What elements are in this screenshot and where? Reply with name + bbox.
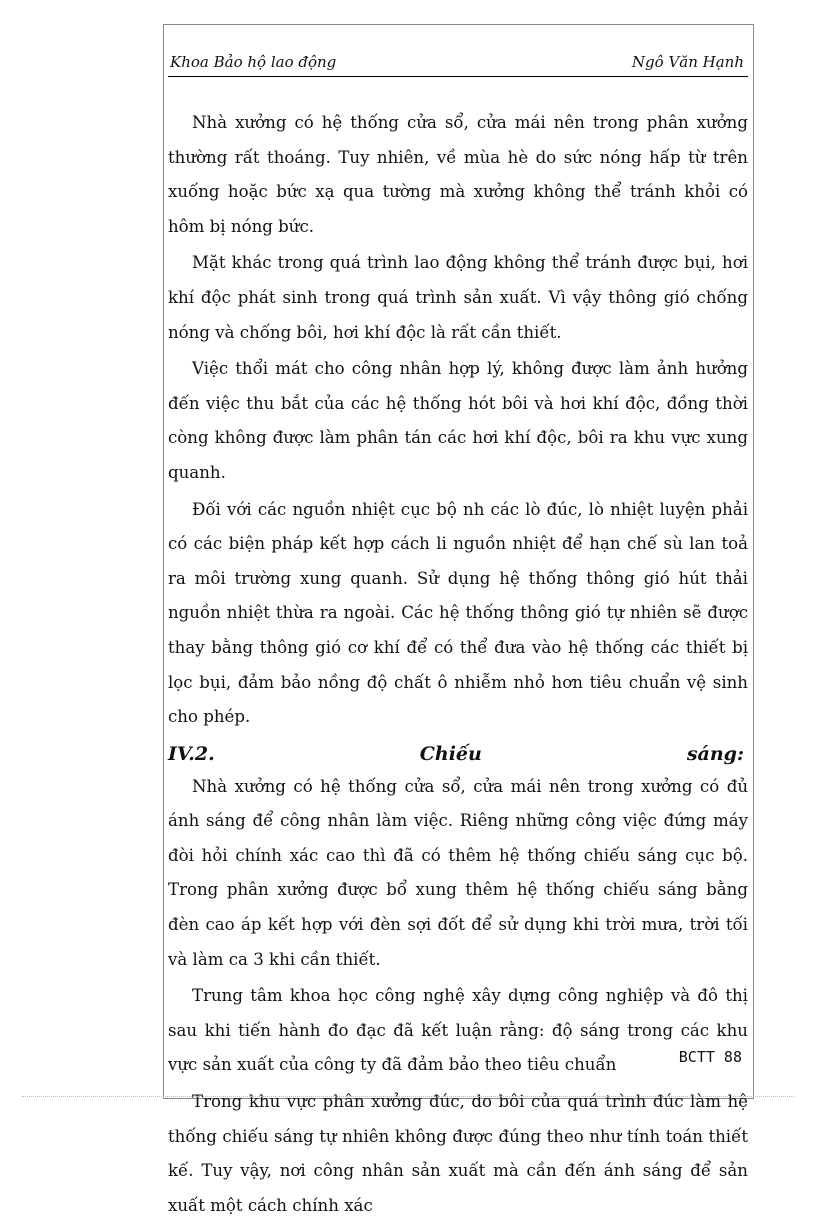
page-number: BCTT 88 <box>678 1048 742 1066</box>
page-separator <box>22 1096 794 1097</box>
page-frame-left <box>163 24 164 1099</box>
section-heading <box>168 738 748 770</box>
header-department: Khoa Bảo hộ lao động <box>170 53 337 71</box>
section-number: IV.2. <box>168 742 215 765</box>
paragraph: Nhà xưởng có hệ thống cửa sổ, cửa mái nên trong xưởng có đủ ánh sáng để công nhân làm việc. Riêng những công việc đứng máy đòi hỏi chính xác cao thì đã có thêm hệ thống chiếu sáng cục bộ. Trong phân xưởng được bổ xung thêm hệ thống chiếu sáng bằng đèn cao áp kết hợp với đèn sợi đốt để sử dụng khi trời mưa, trời tối và làm ca 3 khi cần thiết. <box>168 776 748 969</box>
paragraph: Việc thổi mát cho công nhân hợp lý, không được làm ảnh hưởng đến việc thu bắt của các hệ thống hót bôi và hơi khí độc, đồng thời còng không được làm phân tán các hơi khí độc, bôi ra khu vực xung quanh. <box>168 359 748 482</box>
page-body <box>168 106 748 1225</box>
paragraph: Mặt khác trong quá trình lao động không thể tránh được bụi, hơi khí độc phát sinh trong quá trình sản xuất. Vì vậy thông gió chống nóng và chống bôi, hơi khí độc là rất cần thiết. <box>168 253 748 342</box>
paragraph: Nhà xưởng có hệ thống cửa sổ, cửa mái nên trong phân xưởng thường rất thoáng. Tuy nhiên, về mùa hè do sức nóng hấp từ trên xuống hoặc bức xạ qua tường mà xưởng không thể tránh khỏi có hôm bị nóng bức. <box>168 113 748 236</box>
paragraph: Trong khu vực phân xưởng đúc, do bôi của quá trình đúc làm hệ thống chiếu sáng tự nhiên không được đúng theo như tính toán thiết kế. Tuy vậy, nơi công nhân sản xuất mà cần đến ánh sáng để sản xuất một cách chính xác <box>168 1092 748 1215</box>
section-title-word: Chiếu <box>419 742 482 765</box>
paragraph: Trung tâm khoa học công nghệ xây dựng công nghiệp và đô thị sau khi tiến hành đo đạc đã kết luận rằng: độ sáng trong các khu vực sản xuất của công ty đã đảm bảo theo tiêu chuẩn <box>168 986 748 1075</box>
page-frame-right <box>753 24 754 1099</box>
header-author: Ngô Văn Hạnh <box>631 53 744 71</box>
page-frame-top <box>163 24 753 25</box>
running-header <box>168 50 748 77</box>
section-title-word: sáng: <box>686 742 744 765</box>
paragraph: Đối với các nguồn nhiệt cục bộ nh các lò đúc, lò nhiệt luyện phải có các biện pháp kết hợp cách li nguồn nhiệt để hạn chế sù lan toả ra môi trường xung quanh. Sử dụng hệ thống thông gió hút thải nguồn nhiệt thừa ra ngoài. Các hệ thống thông gió tự nhiên sẽ được thay bằng thông gió cơ khí để có thể đưa vào hệ thống các thiết bị lọc bụi, đảm bảo nồng độ chất ô nhiễm nhỏ hơn tiêu chuẩn vệ sinh cho phép. <box>168 499 748 727</box>
